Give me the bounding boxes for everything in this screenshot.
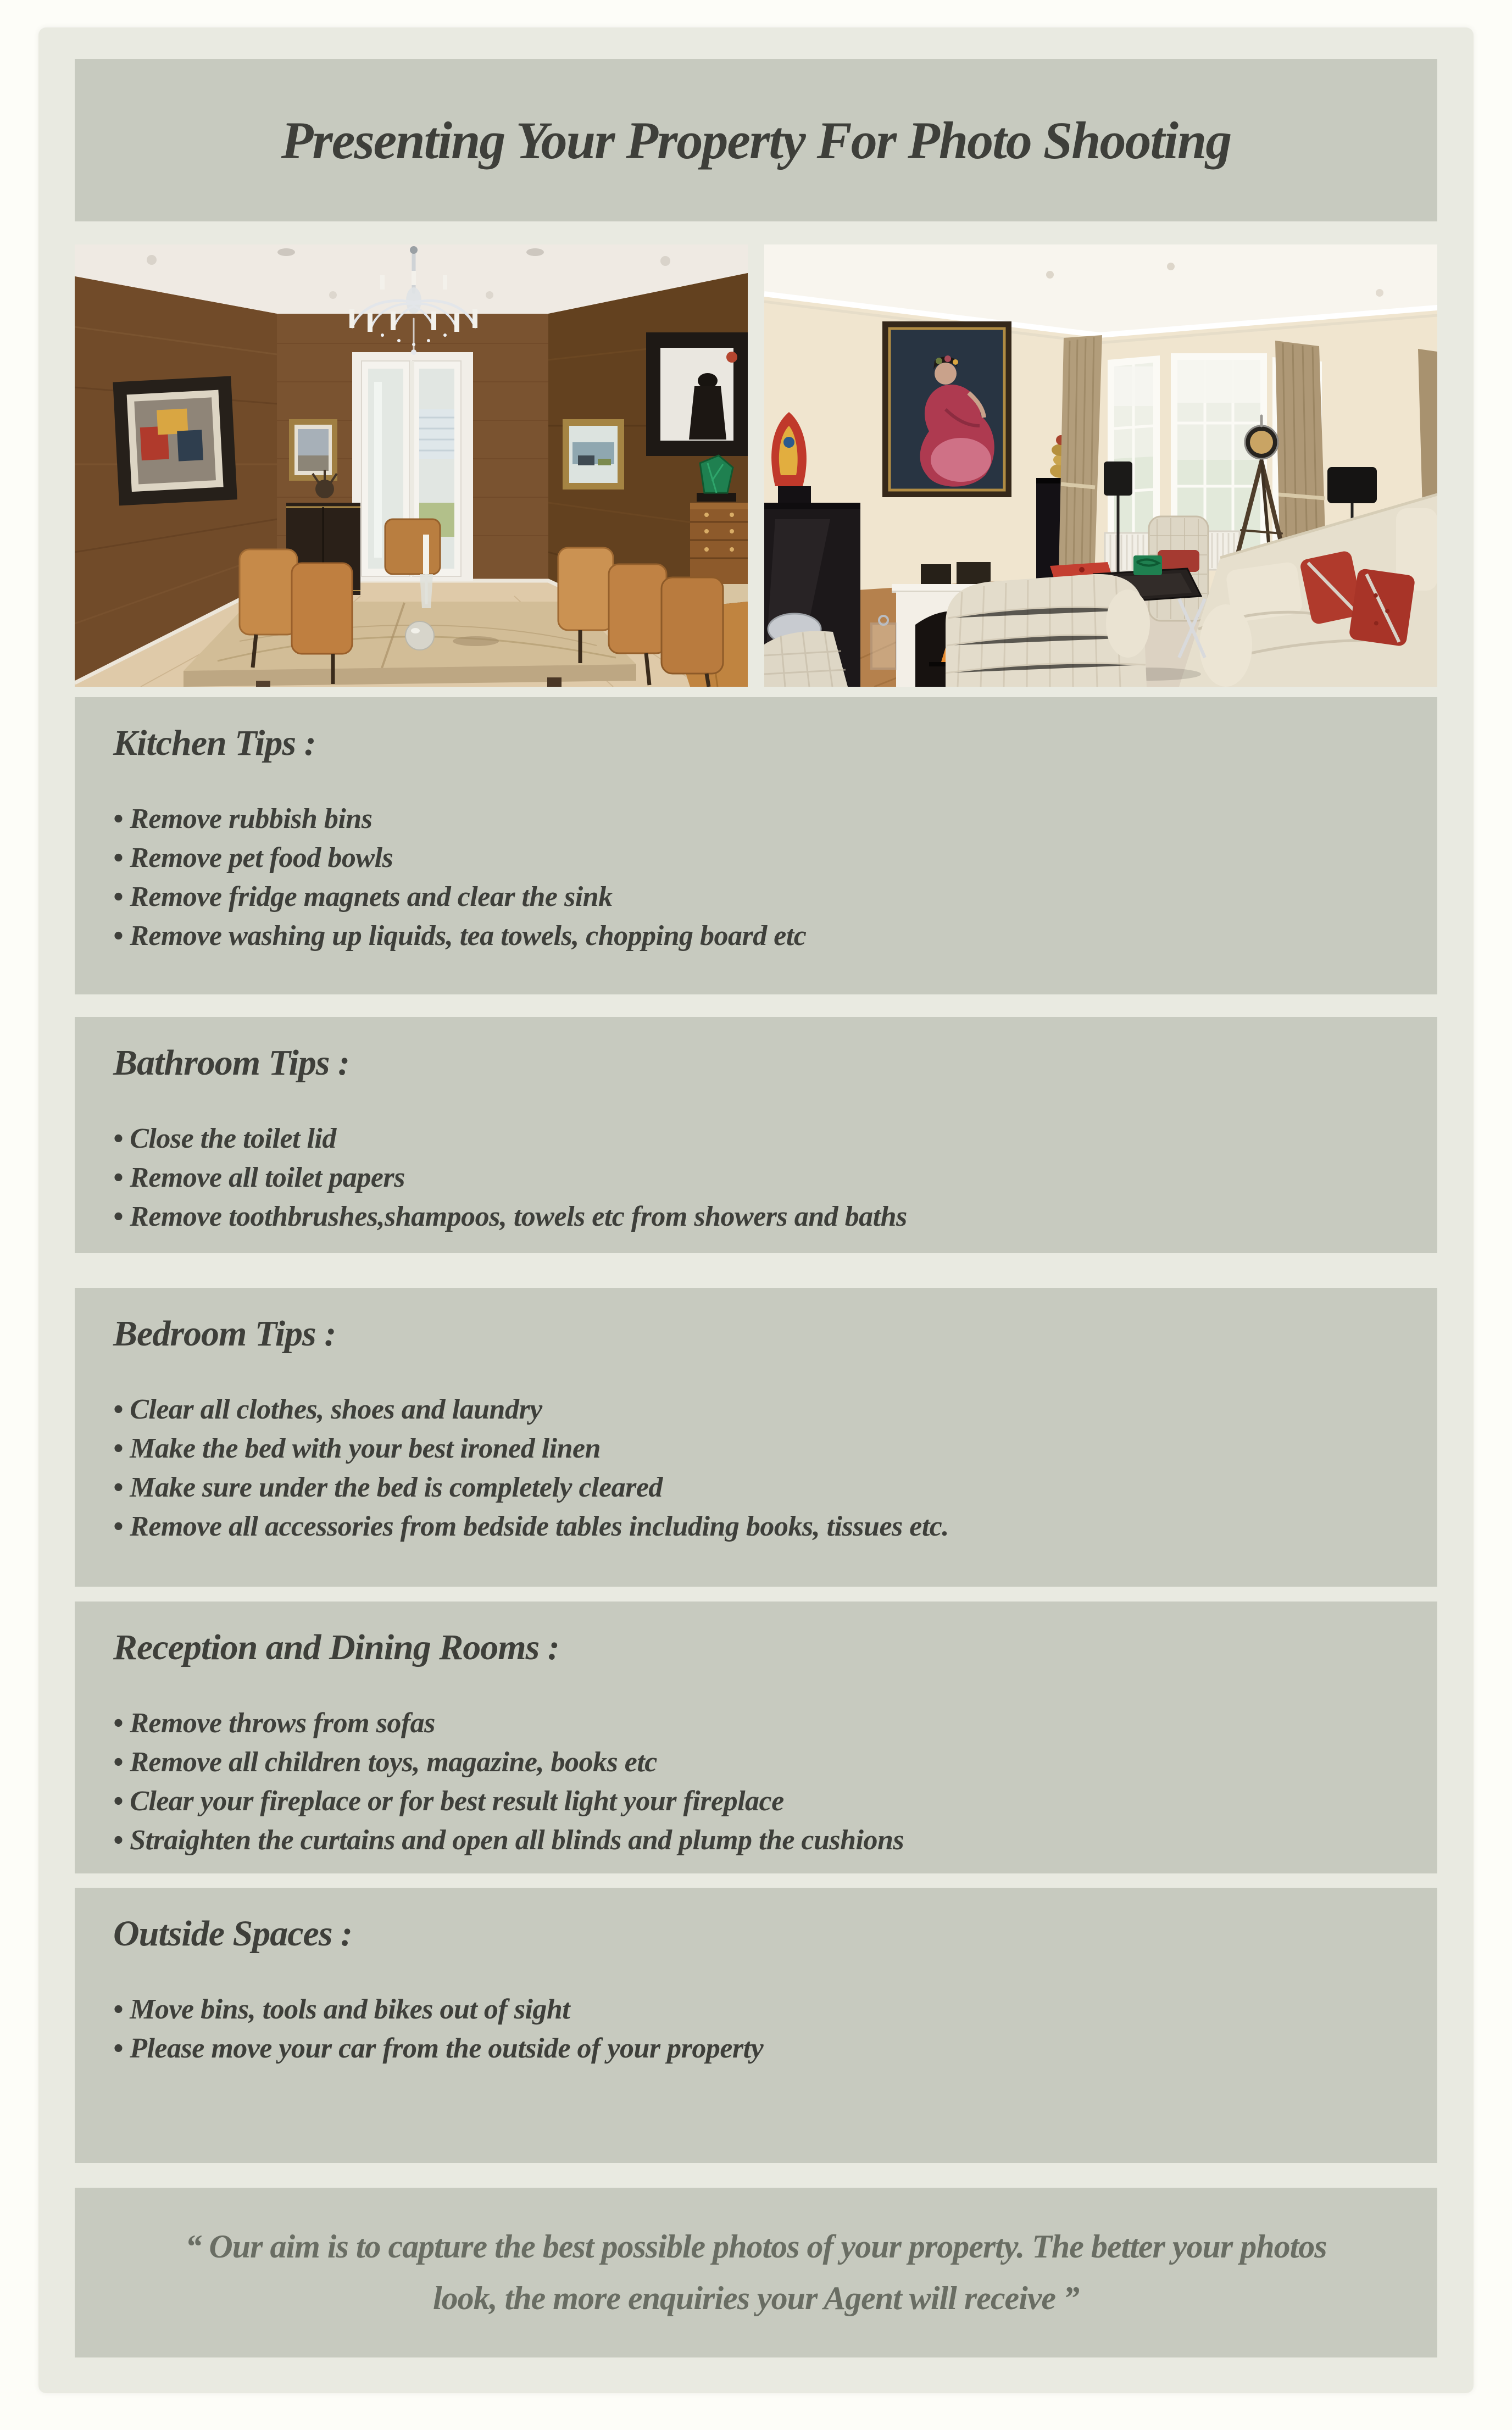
- section-heading: Bathroom Tips :: [113, 1043, 349, 1083]
- red-pillow: [1348, 568, 1415, 647]
- bullet-item: • Remove throws from sofas: [113, 1707, 435, 1739]
- bullet-item: • Please move your car from the outside of your property: [113, 2032, 764, 2064]
- photo-row: [75, 244, 1437, 687]
- bullet-item: • Clear all clothes, shoes and laundry: [113, 1393, 542, 1425]
- bullet-list: [113, 1704, 1399, 1860]
- section-outside-spaces: [75, 1888, 1437, 2163]
- bullet-item: • Remove washing up liquids, tea towels, chopping board etc: [113, 920, 807, 952]
- bullet-list: [113, 1990, 1399, 2068]
- bullet-list: [113, 1119, 1399, 1236]
- section-bathroom-tips: [75, 1017, 1437, 1253]
- painting: [882, 321, 1011, 497]
- bullet-item: • Remove toothbrushes,shampoos, towels etc from showers and baths: [113, 1200, 907, 1232]
- dining-room-illustration: [75, 244, 748, 687]
- quote-line-2: look, the more enquiries your Agent will receive ”: [432, 2280, 1080, 2316]
- lantern: [871, 624, 896, 669]
- page-title: Presenting Your Property For Photo Shooting: [281, 110, 1231, 170]
- section-heading: Bedroom Tips :: [113, 1314, 336, 1354]
- section-heading: Kitchen Tips :: [113, 723, 316, 763]
- living-room-illustration: [764, 244, 1437, 687]
- bullet-item: • Move bins, tools and bikes out of sight: [113, 1993, 570, 2025]
- bullet-item: • Close the toilet lid: [113, 1122, 336, 1154]
- bullet-item: • Make the bed with your best ironed linen: [113, 1432, 601, 1464]
- end-chair: [385, 519, 440, 574]
- bullet-item: • Remove rubbish bins: [113, 803, 373, 835]
- section-kitchen-tips: [75, 697, 1437, 994]
- quote-panel: [75, 2188, 1437, 2357]
- bullet-list: [113, 799, 1399, 955]
- flyer-sheet: [38, 27, 1474, 2393]
- dining-room-photo: [75, 244, 748, 687]
- section-bedroom-tips: [75, 1288, 1437, 1587]
- header-panel: [75, 59, 1437, 221]
- bullet-item: • Straighten the curtains and open all blinds and plump the cushions: [113, 1824, 904, 1856]
- section-reception-dining: [75, 1602, 1437, 1873]
- section-heading: Reception and Dining Rooms :: [113, 1627, 559, 1667]
- bullet-item: • Remove fridge magnets and clear the sink: [113, 881, 613, 913]
- bullet-item: • Remove all toilet papers: [113, 1161, 405, 1193]
- section-heading: Outside Spaces :: [113, 1914, 352, 1954]
- living-room-photo: [764, 244, 1437, 687]
- bullet-item: • Make sure under the bed is completely cleared: [113, 1471, 663, 1503]
- quote-line-1: “ Our aim is to capture the best possible photos of your property. The better your photos: [185, 2228, 1327, 2265]
- bullet-item: • Remove all accessories from bedside tables including books, tissues etc.: [113, 1510, 949, 1542]
- bullet-item: • Remove all children toys, magazine, books etc: [113, 1746, 657, 1778]
- bullet-item: • Clear your fireplace or for best result light your fireplace: [113, 1785, 784, 1817]
- bullet-item: • Remove pet food bowls: [113, 842, 393, 874]
- bullet-list: [113, 1390, 1399, 1546]
